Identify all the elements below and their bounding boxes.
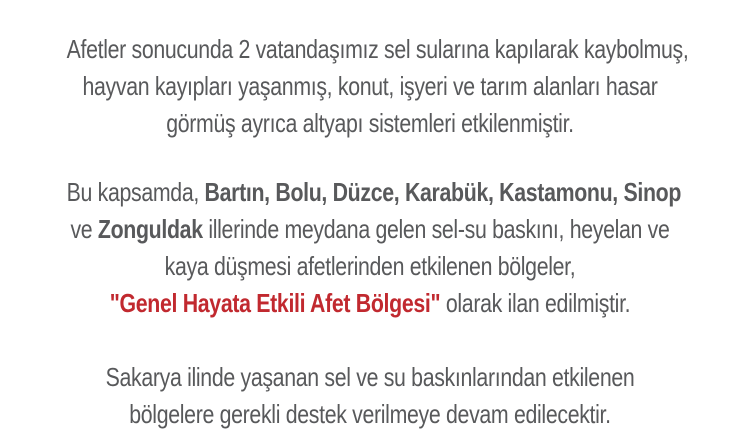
text-segment: görmüş ayrıca altyapı sistemleri etkilenmiştir. [166, 108, 574, 138]
text-segment: Bartın, Bolu, Düzce, Karabük, Kastamonu, Sinop [204, 177, 682, 207]
text-line [66, 31, 689, 68]
text-line-declaration-highlight [67, 285, 674, 322]
text-segment: Afetler sonucunda 2 vatandaşımız sel sularına kapılarak kaybolmuş, [66, 34, 689, 64]
text-line [67, 359, 674, 396]
text-line [67, 68, 674, 105]
text-segment: ve [70, 214, 98, 244]
text-segment: kaya düşmesi afetlerinden etkilenen bölgeler, [164, 251, 576, 281]
text-line [66, 174, 682, 211]
text-segment: olarak ilan edilmiştir. [440, 288, 631, 318]
text-line-cut-off [67, 396, 674, 433]
text-segment: "Genel Hayata Etkili Afet Bölgesi" [109, 288, 441, 318]
paragraph-disaster-declaration [66, 174, 682, 322]
text-segment: Zonguldak [97, 214, 203, 244]
text-line [67, 105, 674, 142]
text-segment: bölgelere gerekli destek verilmeye devam edilecektir. [129, 399, 611, 429]
paragraph-sakarya-support [67, 359, 674, 433]
text-segment: Sakarya ilinde yaşanan sel ve su baskınlarından etkilenen [105, 362, 635, 392]
paragraph-casualties [66, 31, 689, 142]
text-line [67, 248, 674, 285]
text-line [67, 211, 674, 248]
text-segment: hayvan kayıpları yaşanmış, konut, işyeri ve tarım alanları hasar [82, 71, 658, 101]
text-segment: Bu kapsamda, [66, 177, 205, 207]
text-segment: illerinde meydana gelen sel-su baskını, heyelan ve [202, 214, 670, 244]
